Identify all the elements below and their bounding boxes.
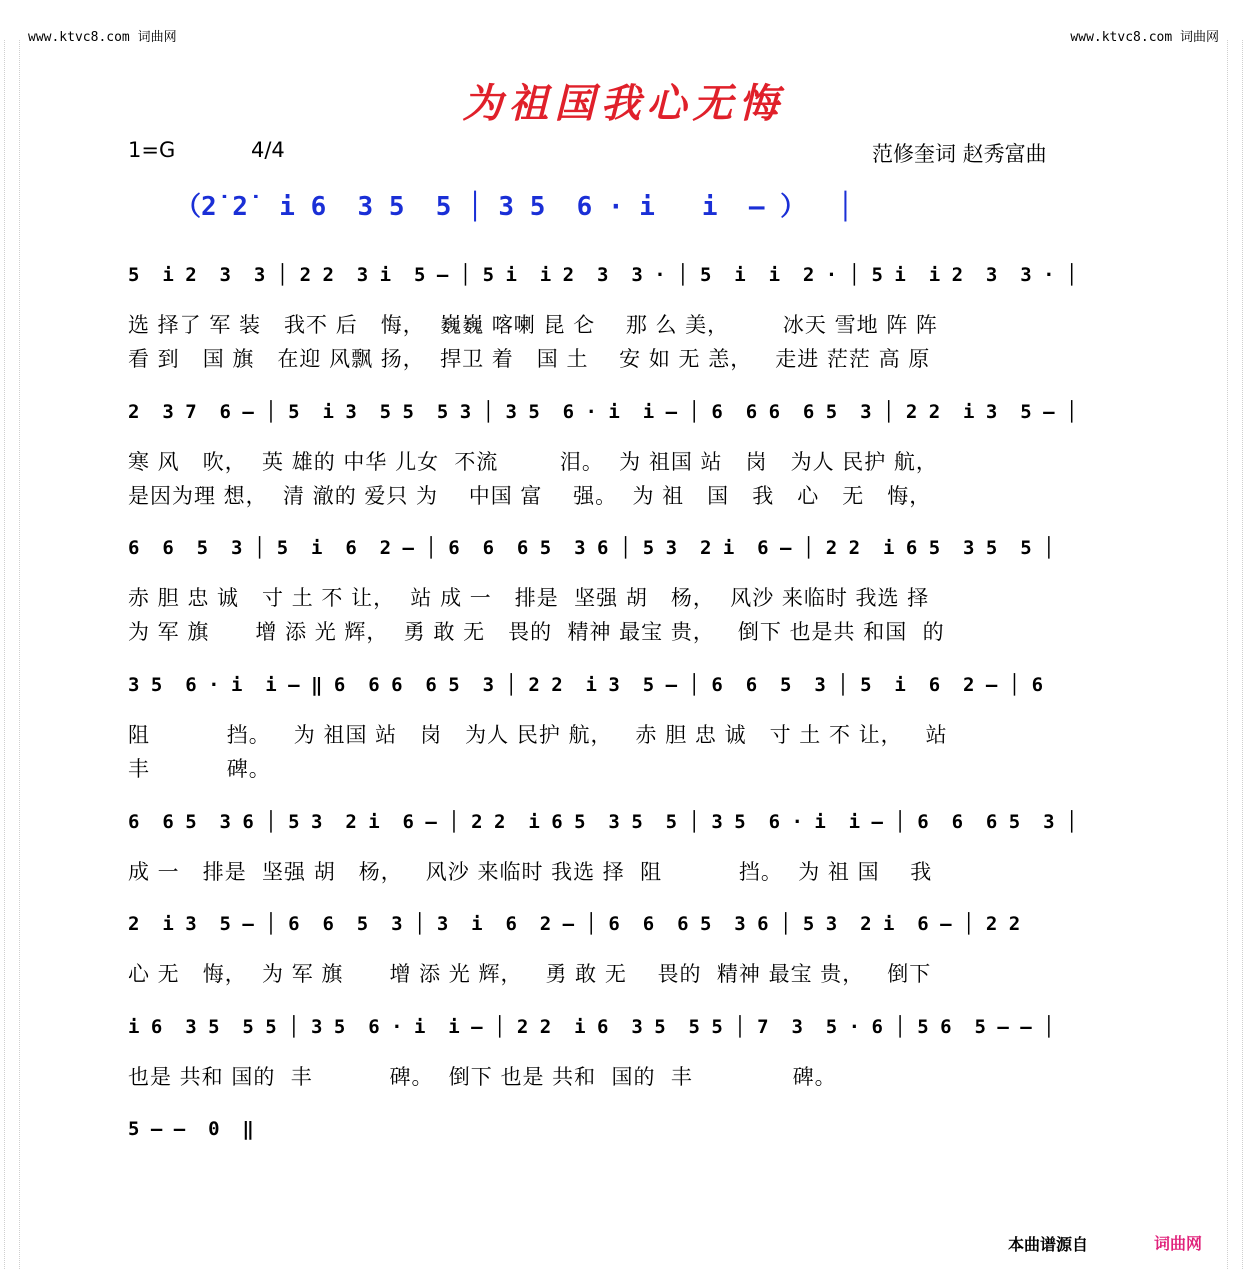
left-margin-strip bbox=[4, 40, 20, 1269]
notation-row-4: 3 5 6 · i i — ‖ 6 6 6 6 5 3 │ 2 2 i 3 5 — │ 6 6 5 3 │ 5 i 6 2 — │ 6 bbox=[128, 674, 1044, 696]
right-margin-strip bbox=[1227, 40, 1243, 1269]
notation-row-8: 5 — — 0 ‖ bbox=[128, 1118, 254, 1140]
credits: 范修奎词 赵秀富曲 bbox=[872, 142, 1047, 166]
lyric-row-1-verse-2: 看 到 国 旗 在迎 风飘 扬， 捍卫 着 国 土 安 如 无 恙， 走进 茫茫 高 原 bbox=[128, 347, 931, 371]
lyric-row-5-verse-1: 成 一 排是 坚强 胡 杨， 风沙 来临时 我选 择 阻 挡。 为 祖 国 我 bbox=[128, 860, 933, 884]
notation-row-2: 2 3 7 6 — │ 5 i 3 5 5 5 3 │ 3 5 6 · i i — │ 6 6 6 6 5 3 │ 2 2 i 3 5 — │ bbox=[128, 401, 1078, 423]
lyric-row-4-verse-1: 阻 挡。 为 祖国 站 岗 为人 民护 航， 赤 胆 忠 诚 寸 土 不 让， 站 bbox=[128, 723, 948, 747]
lyric-row-3-verse-1: 赤 胆 忠 诚 寸 土 不 让， 站 成 一 排是 坚强 胡 杨， 风沙 来临时 我选 择 bbox=[128, 586, 930, 610]
notation-row-3: 6 6 5 3 │ 5 i 6 2 — │ 6 6 6 5 3 6 │ 5 3 2 i 6 — │ 2 2 i 6 5 3 5 5 │ bbox=[128, 537, 1055, 559]
notation-row-1: 5 i 2 3 3 │ 2 2 3 i 5 — │ 5 i i 2 3 3 · │ 5 i i 2 · │ 5 i i 2 3 3 · │ bbox=[128, 264, 1078, 286]
source-site-link[interactable]: 词曲网 bbox=[1154, 1234, 1203, 1253]
lyric-row-4-verse-2: 丰 碑。 bbox=[128, 757, 271, 781]
site-watermark-right: www.ktvc8.com 词曲网 bbox=[1070, 30, 1219, 45]
site-watermark-left: www.ktvc8.com 词曲网 bbox=[28, 30, 177, 45]
source-label: 本曲谱源自 bbox=[1008, 1235, 1089, 1254]
time-signature: 4/4 bbox=[251, 138, 285, 162]
lyric-row-7-verse-1: 也是 共和 国的 丰 碑。 倒下 也是 共和 国的 丰 碑。 bbox=[128, 1065, 837, 1089]
notation-row-6: 2 i 3 5 — │ 6 6 5 3 │ 3 i 6 2 — │ 6 6 6 5 3 6 │ 5 3 2 i 6 — │ 2 2 bbox=[128, 913, 1021, 935]
lyric-row-6-verse-1: 心 无 悔， 为 军 旗 增 添 光 辉， 勇 敢 无 畏的 精神 最宝 贵， 倒下 bbox=[128, 962, 932, 986]
lyric-row-3-verse-2: 为 军 旗 增 添 光 辉， 勇 敢 无 畏的 精神 最宝 贵， 倒下 也是共 和国 的 bbox=[128, 620, 945, 644]
notation-row-7: i 6 3 5 5 5 │ 3 5 6 · i i — │ 2 2 i 6 3 5 5 5 │ 7 3 5 · 6 │ 5 6 5 — — │ bbox=[128, 1016, 1055, 1038]
lyric-row-1-verse-1: 选 择了 军 装 我不 后 悔， 巍巍 喀喇 昆 仑 那 么 美， 冰天 雪地 阵 阵 bbox=[128, 313, 938, 337]
key-signature: 1=G bbox=[128, 138, 176, 162]
intro-notation: （2̇ 2̇ i 6 3 5 5 │ 3 5 6 · i i — ） │ bbox=[175, 192, 854, 222]
notation-row-5: 6 6 5 3 6 │ 5 3 2 i 6 — │ 2 2 i 6 5 3 5 5 │ 3 5 6 · i i — │ 6 6 6 5 3 │ bbox=[128, 811, 1078, 833]
lyric-row-2-verse-2: 是因为理 想， 清 澈的 爱只 为 中国 富 强。 为 祖 国 我 心 无 悔， bbox=[128, 484, 932, 508]
lyric-row-2-verse-1: 寒 风 吹， 英 雄的 中华 儿女 不流 泪。 为 祖国 站 岗 为人 民护 航， bbox=[128, 450, 938, 474]
song-title: 为祖国我心无悔 bbox=[462, 80, 785, 127]
